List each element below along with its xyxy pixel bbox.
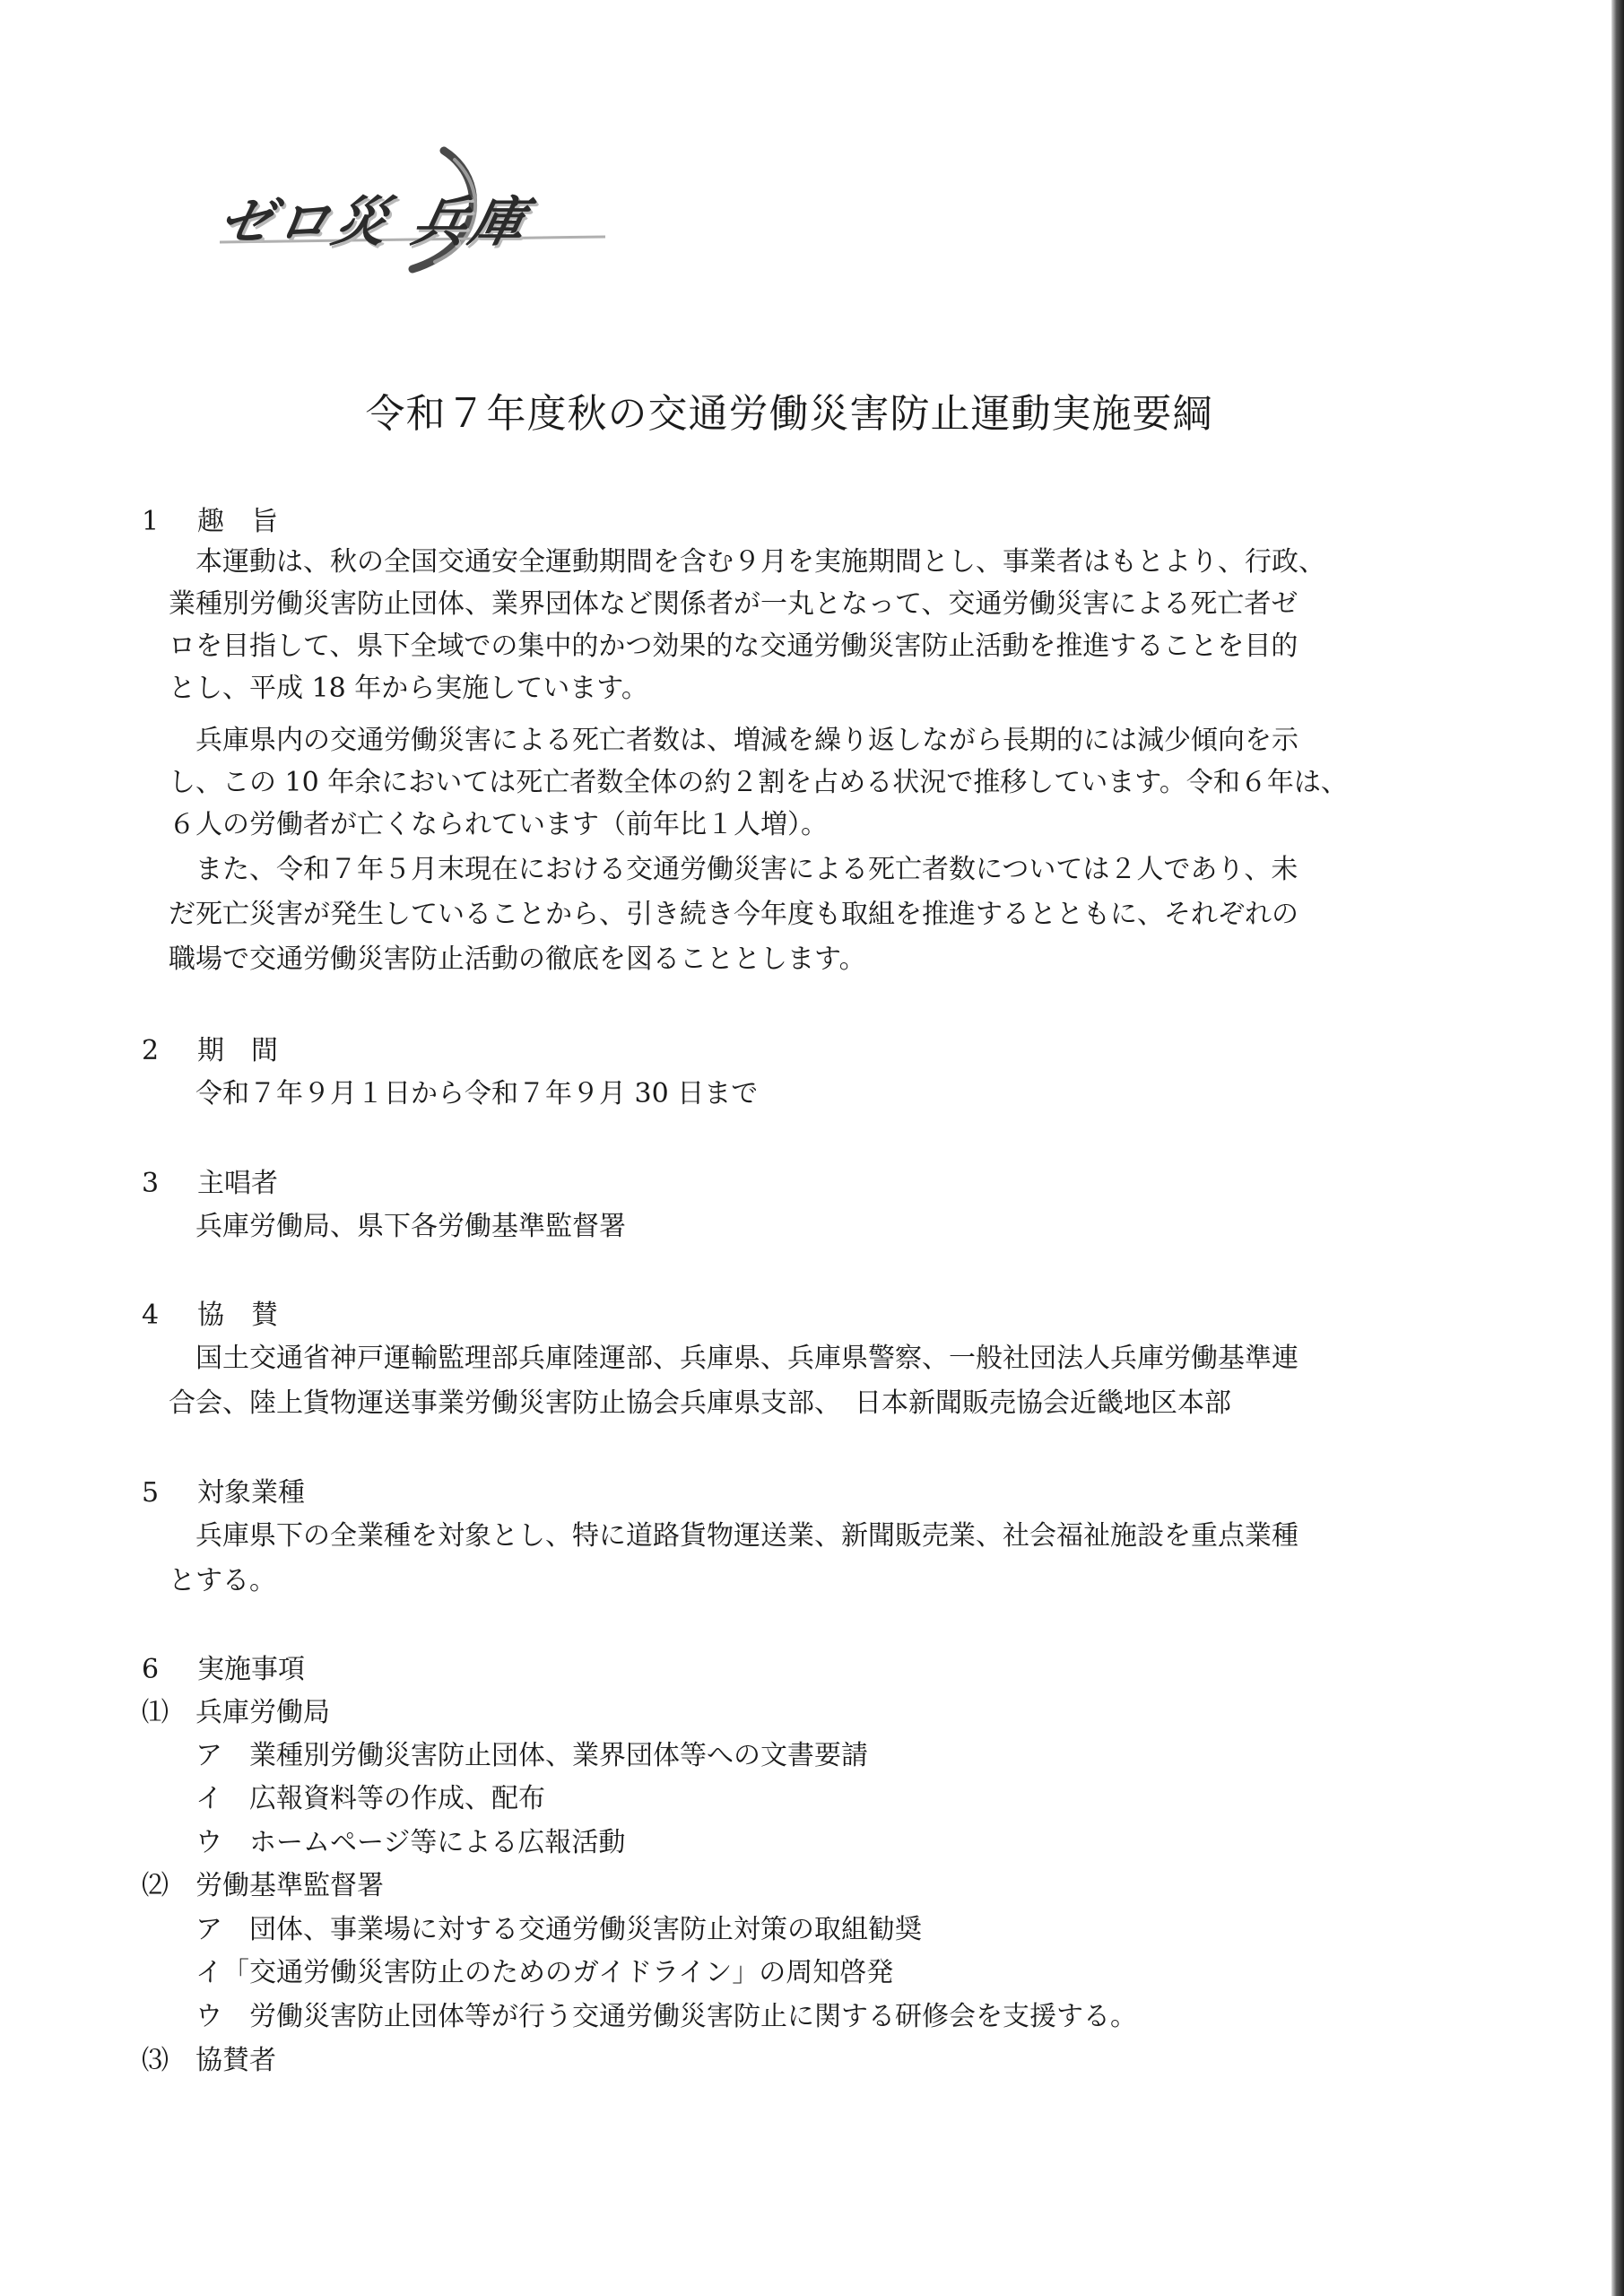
paragraph-line: 兵庫労働局、県下各労働基準監督署 [169,1211,626,1242]
section-3-heading [142,1166,278,1202]
paragraph-line: 兵庫県下の全業種を対象とし、特に道路貨物運送業、新聞販売業、社会福祉施設を重点業種 [169,1520,1298,1552]
section-2-heading [142,1033,278,1069]
list-item: ウ 労働災害防止団体等が行う交通労働災害防止に関する研修会を支援する。 [142,2001,1137,2032]
paragraph-line: ６人の労働者が亡くなられています（前年比１人増）。 [169,809,828,840]
section-number: 1 [142,506,160,537]
paragraph-line: 令和７年９月１日から令和７年９月 30 日まで [169,1078,759,1109]
logo-text: ゼロ災 兵庫 [212,191,535,254]
section-1-heading [142,504,278,540]
subsection-heading: ⑵ 労働基準監督署 [142,1870,384,1901]
paragraph-line: 本運動は、秋の全国交通安全運動期間を含む９月を実施期間とし、事業者はもとより、行政、 [169,546,1325,578]
subsection-heading: ⑶ 協賛者 [142,2045,276,2076]
section-heading-text: 趣 旨 [197,506,278,537]
list-item: イ「交通労働災害防止のためのガイドライン」の周知啓発 [142,1957,894,1988]
paragraph-line: 業種別労働災害防止団体、業界団体など関係者が一丸となって、交通労働災害による死亡者ゼ [169,588,1298,620]
paragraph-line: 兵庫県内の交通労働災害による死亡者数は、増減を繰り返しながら長期的には減少傾向を示 [169,725,1298,756]
section-6-heading [142,1652,305,1688]
section-4-heading [142,1298,278,1334]
list-item: ア 業種別労働災害防止団体、業界団体等への文書要請 [142,1740,868,1771]
section-number: 3 [142,1168,160,1199]
paragraph-line: し、この 10 年余においては死亡者数全体の約２割を占める状況で推移しています。令和６年は、 [169,767,1348,798]
list-item: ア 団体、事業場に対する交通労働災害防止対策の取組勧奨 [142,1914,922,1945]
paragraph-line: 国土交通省神戸運輸監理部兵庫陸運部、兵庫県、兵庫県警察、一般社団法人兵庫労働基準連 [169,1343,1298,1374]
section-number: 6 [142,1654,160,1685]
subsection-heading: ⑴ 兵庫労働局 [142,1697,330,1728]
section-heading-text: 期 間 [197,1035,278,1066]
list-item: イ 広報資料等の作成、配布 [142,1783,545,1814]
section-heading-text: 協 賛 [197,1300,278,1331]
section-heading-text: 主唱者 [197,1168,278,1199]
paragraph-line: 合会、陸上貨物運送事業労働災害防止協会兵庫県支部、 日本新聞販売協会近畿地区本部 [169,1387,1231,1419]
list-item: ウ ホームページ等による広報活動 [142,1827,626,1858]
section-number: 5 [142,1477,160,1509]
paragraph-line: 職場で交通労働災害防止活動の徹底を図ることとします。 [169,944,866,975]
paragraph-line: ロを目指して、県下全域での集中的かつ効果的な交通労働災害防止活動を推進することを目的 [169,631,1298,662]
section-heading-text: 対象業種 [197,1477,305,1509]
page-edge-shadow [1611,0,1624,2296]
zero-sai-hyogo-logo [212,144,623,278]
section-heading-text: 実施事項 [197,1654,305,1685]
paragraph-line: とし、平成 18 年から実施しています。 [169,673,648,704]
document-title: 令和７年度秋の交通労働災害防止運動実施要綱 [365,391,1213,437]
paragraph-line: とする。 [169,1565,276,1596]
paragraph-line: だ死亡災害が発生していることから、引き続き今年度も取組を推進するとともに、それぞれの [169,899,1298,930]
section-number: 4 [142,1300,160,1331]
section-5-heading [142,1475,305,1511]
paragraph-line: また、令和７年５月末現在における交通労働災害による死亡者数については２人であり、未 [169,854,1298,885]
section-number: 2 [142,1035,160,1066]
